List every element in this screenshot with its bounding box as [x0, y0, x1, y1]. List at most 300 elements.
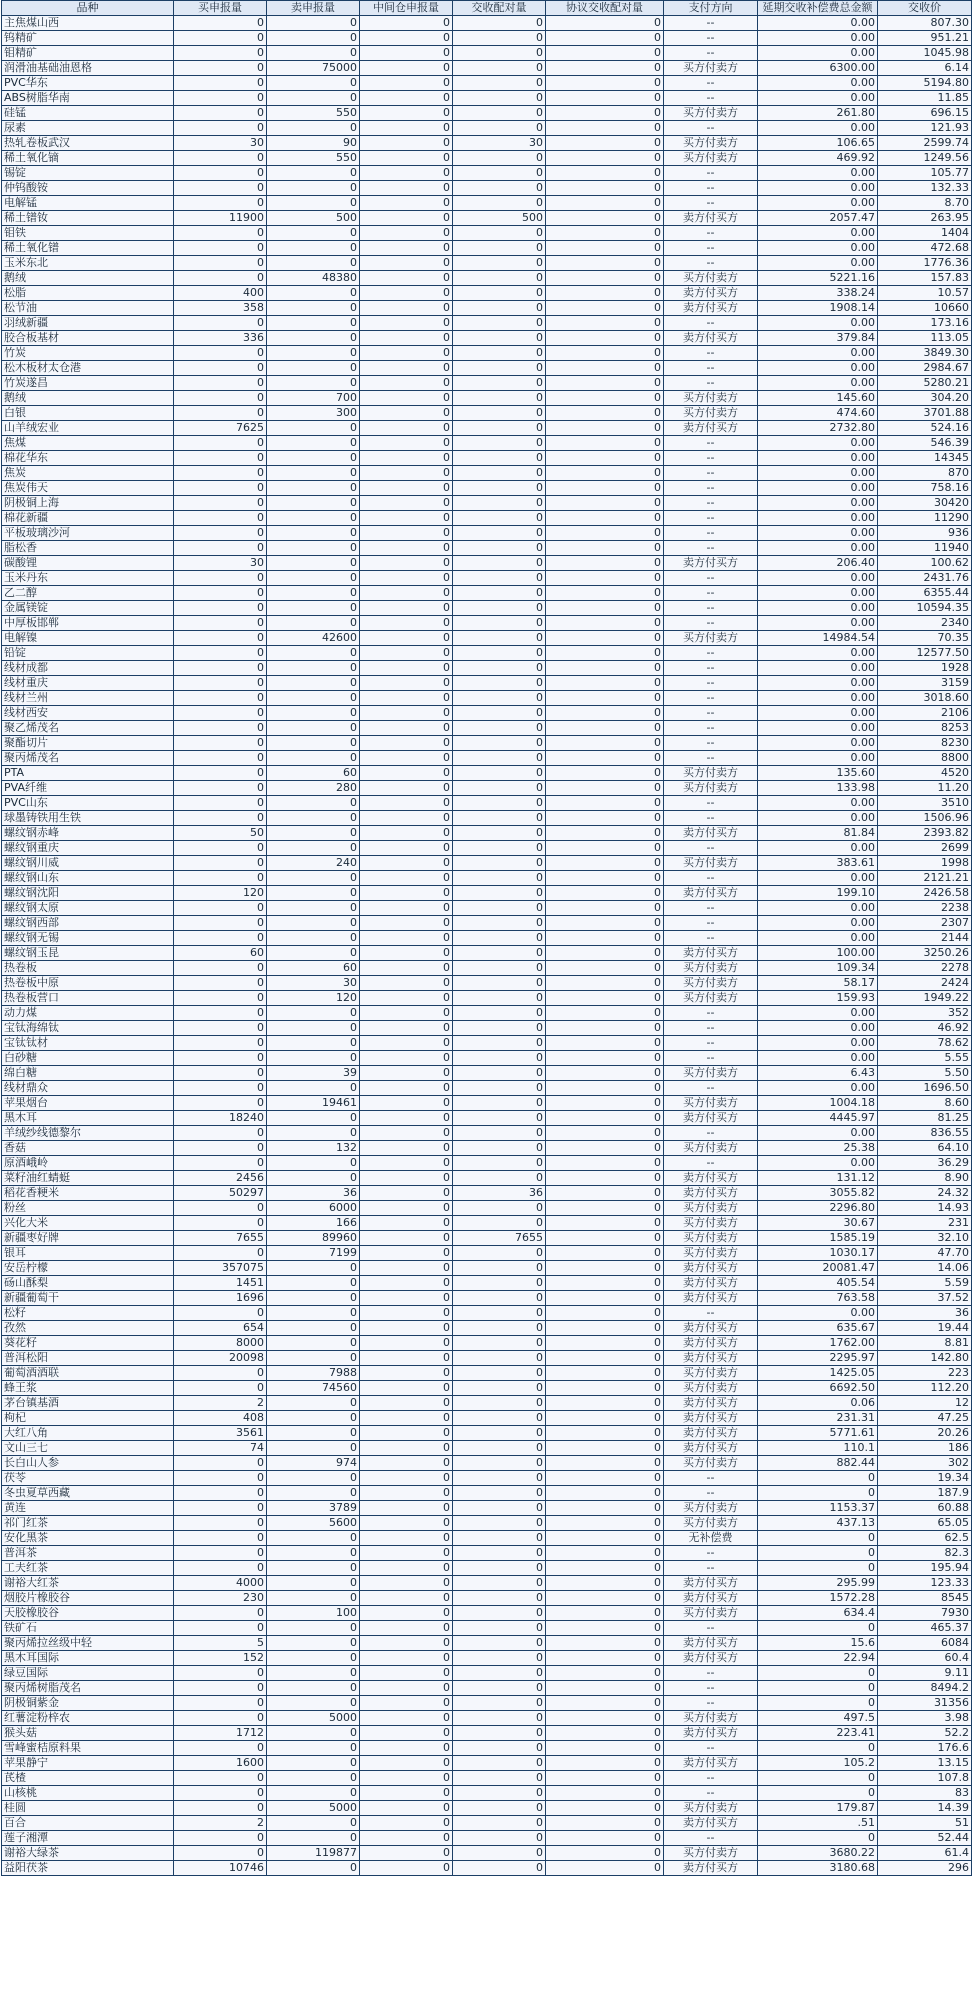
table-row — [2, 1561, 972, 1576]
table-row — [2, 1411, 972, 1426]
cell-delivery-price: 2426.58 — [878, 886, 972, 901]
cell-delivery-matched: 0 — [453, 106, 546, 121]
cell-deferred-compensation: 0.00 — [758, 511, 878, 526]
cell-sell-declared: 0 — [267, 751, 360, 766]
cell-product: 仲钨酸铵 — [2, 181, 174, 196]
table-row — [2, 601, 972, 616]
cell-buy-declared: 0 — [174, 721, 267, 736]
cell-delivery-matched: 0 — [453, 1516, 546, 1531]
cell-agreement-matched: 0 — [546, 841, 664, 856]
cell-deferred-compensation: 0.00 — [758, 1156, 878, 1171]
cell-delivery-matched: 0 — [453, 421, 546, 436]
cell-buy-declared: 0 — [174, 361, 267, 376]
cell-intermediate-declared: 0 — [360, 631, 453, 646]
cell-intermediate-declared: 0 — [360, 751, 453, 766]
cell-buy-declared: 0 — [174, 1531, 267, 1546]
cell-intermediate-declared: 0 — [360, 481, 453, 496]
cell-intermediate-declared: 0 — [360, 916, 453, 931]
cell-agreement-matched: 0 — [546, 1081, 664, 1096]
cell-delivery-price: 100.62 — [878, 556, 972, 571]
cell-agreement-matched: 0 — [546, 1291, 664, 1306]
cell-product: 茅台镇基酒 — [2, 1396, 174, 1411]
cell-intermediate-declared: 0 — [360, 871, 453, 886]
cell-product: PVC山东 — [2, 796, 174, 811]
cell-agreement-matched: 0 — [546, 196, 664, 211]
cell-sell-declared: 0 — [267, 1771, 360, 1786]
table-row — [2, 1501, 972, 1516]
cell-sell-declared: 5000 — [267, 1801, 360, 1816]
table-row — [2, 451, 972, 466]
cell-payment-direction: -- — [664, 1666, 758, 1681]
cell-intermediate-declared: 0 — [360, 961, 453, 976]
cell-deferred-compensation: 145.60 — [758, 391, 878, 406]
cell-product: 棉花华东 — [2, 451, 174, 466]
table-row — [2, 1576, 972, 1591]
cell-delivery-matched: 0 — [453, 1846, 546, 1861]
cell-payment-direction: 卖方付买方 — [664, 1756, 758, 1771]
cell-product: 球墨铸铁用生铁 — [2, 811, 174, 826]
cell-delivery-price: 10660 — [878, 301, 972, 316]
cell-intermediate-declared: 0 — [360, 196, 453, 211]
cell-product: 热卷板中原 — [2, 976, 174, 991]
cell-payment-direction: -- — [664, 346, 758, 361]
cell-intermediate-declared: 0 — [360, 451, 453, 466]
cell-delivery-matched: 0 — [453, 1291, 546, 1306]
cell-delivery-price: 30420 — [878, 496, 972, 511]
cell-buy-declared: 0 — [174, 1366, 267, 1381]
cell-agreement-matched: 0 — [546, 1396, 664, 1411]
cell-product: 铅锭 — [2, 646, 174, 661]
cell-deferred-compensation: 0.00 — [758, 376, 878, 391]
table-row — [2, 1036, 972, 1051]
cell-deferred-compensation: 4445.97 — [758, 1111, 878, 1126]
cell-agreement-matched: 0 — [546, 571, 664, 586]
cell-sell-declared: 75000 — [267, 61, 360, 76]
cell-sell-declared: 0 — [267, 1171, 360, 1186]
cell-intermediate-declared: 0 — [360, 1681, 453, 1696]
cell-sell-declared: 0 — [267, 661, 360, 676]
cell-delivery-price: 2278 — [878, 961, 972, 976]
cell-buy-declared: 0 — [174, 46, 267, 61]
cell-buy-declared: 0 — [174, 1696, 267, 1711]
cell-agreement-matched: 0 — [546, 1201, 664, 1216]
table-row — [2, 571, 972, 586]
cell-product: 线材成都 — [2, 661, 174, 676]
cell-product: 棉花新疆 — [2, 511, 174, 526]
cell-sell-declared: 0 — [267, 826, 360, 841]
cell-intermediate-declared: 0 — [360, 106, 453, 121]
cell-delivery-matched: 0 — [453, 181, 546, 196]
cell-buy-declared: 0 — [174, 1246, 267, 1261]
cell-sell-declared: 0 — [267, 1816, 360, 1831]
cell-payment-direction: -- — [664, 1126, 758, 1141]
cell-agreement-matched: 0 — [546, 241, 664, 256]
table-row — [2, 1396, 972, 1411]
cell-delivery-price: 14345 — [878, 451, 972, 466]
cell-delivery-matched: 0 — [453, 1711, 546, 1726]
cell-delivery-matched: 0 — [453, 601, 546, 616]
cell-intermediate-declared: 0 — [360, 91, 453, 106]
cell-sell-declared: 0 — [267, 481, 360, 496]
cell-sell-declared: 0 — [267, 556, 360, 571]
cell-intermediate-declared: 0 — [360, 691, 453, 706]
cell-sell-declared: 0 — [267, 1681, 360, 1696]
cell-agreement-matched: 0 — [546, 766, 664, 781]
cell-product: 谢裕大绿茶 — [2, 1846, 174, 1861]
cell-sell-declared: 0 — [267, 1351, 360, 1366]
cell-product: 线材兰州 — [2, 691, 174, 706]
cell-product: 螺纹钢山东 — [2, 871, 174, 886]
table-row — [2, 1546, 972, 1561]
cell-product: 安岳柠檬 — [2, 1261, 174, 1276]
table-row — [2, 1621, 972, 1636]
table-row — [2, 76, 972, 91]
cell-payment-direction: 买方付卖方 — [664, 1516, 758, 1531]
table-row — [2, 1771, 972, 1786]
cell-delivery-price: 14.93 — [878, 1201, 972, 1216]
cell-delivery-matched: 0 — [453, 241, 546, 256]
cell-delivery-matched: 0 — [453, 736, 546, 751]
cell-buy-declared: 0 — [174, 871, 267, 886]
cell-delivery-matched: 0 — [453, 541, 546, 556]
cell-delivery-matched: 0 — [453, 76, 546, 91]
delivery-settlement-table — [1, 0, 972, 1876]
cell-payment-direction: 卖方付买方 — [664, 421, 758, 436]
cell-product: 钼精矿 — [2, 46, 174, 61]
cell-intermediate-declared: 0 — [360, 1201, 453, 1216]
cell-delivery-matched: 0 — [453, 751, 546, 766]
cell-agreement-matched: 0 — [546, 856, 664, 871]
cell-delivery-price: 157.83 — [878, 271, 972, 286]
cell-payment-direction: -- — [664, 76, 758, 91]
table-row — [2, 241, 972, 256]
cell-buy-declared: 0 — [174, 121, 267, 136]
cell-sell-declared: 119877 — [267, 1846, 360, 1861]
cell-payment-direction: -- — [664, 1036, 758, 1051]
cell-deferred-compensation: 0.00 — [758, 841, 878, 856]
cell-product: PVC华东 — [2, 76, 174, 91]
cell-sell-declared: 0 — [267, 346, 360, 361]
cell-intermediate-declared: 0 — [360, 1126, 453, 1141]
cell-deferred-compensation: 2732.80 — [758, 421, 878, 436]
cell-agreement-matched: 0 — [546, 751, 664, 766]
cell-buy-declared: 1712 — [174, 1726, 267, 1741]
cell-delivery-price: 60.88 — [878, 1501, 972, 1516]
cell-delivery-matched: 0 — [453, 1021, 546, 1036]
cell-buy-declared: 0 — [174, 811, 267, 826]
table-row — [2, 1591, 972, 1606]
cell-agreement-matched: 0 — [546, 826, 664, 841]
cell-buy-declared: 50 — [174, 826, 267, 841]
cell-payment-direction: 买方付卖方 — [664, 151, 758, 166]
cell-sell-declared: 0 — [267, 361, 360, 376]
cell-buy-declared: 0 — [174, 241, 267, 256]
cell-product: 玉米东北 — [2, 256, 174, 271]
cell-deferred-compensation: 14984.54 — [758, 631, 878, 646]
cell-delivery-matched: 0 — [453, 1771, 546, 1786]
cell-delivery-price: 1928 — [878, 661, 972, 676]
cell-product: 红薯淀粉梓农 — [2, 1711, 174, 1726]
cell-delivery-matched: 0 — [453, 1246, 546, 1261]
cell-buy-declared: 0 — [174, 781, 267, 796]
cell-sell-declared: 74560 — [267, 1381, 360, 1396]
table-row — [2, 691, 972, 706]
cell-deferred-compensation: 0.00 — [758, 1126, 878, 1141]
cell-agreement-matched: 0 — [546, 1231, 664, 1246]
cell-product: 稀土镨钕 — [2, 211, 174, 226]
cell-sell-declared: 0 — [267, 46, 360, 61]
cell-deferred-compensation: 0 — [758, 1666, 878, 1681]
table-row — [2, 961, 972, 976]
cell-deferred-compensation: 0 — [758, 1471, 878, 1486]
cell-buy-declared: 0 — [174, 661, 267, 676]
cell-product: 黑木耳国际 — [2, 1651, 174, 1666]
cell-deferred-compensation: 0 — [758, 1696, 878, 1711]
table-row — [2, 871, 972, 886]
cell-intermediate-declared: 0 — [360, 556, 453, 571]
cell-sell-declared: 0 — [267, 526, 360, 541]
cell-deferred-compensation: 1762.00 — [758, 1336, 878, 1351]
cell-deferred-compensation: 81.84 — [758, 826, 878, 841]
cell-product: 安化黑茶 — [2, 1531, 174, 1546]
cell-sell-declared: 60 — [267, 961, 360, 976]
cell-sell-declared: 0 — [267, 286, 360, 301]
cell-buy-declared: 0 — [174, 646, 267, 661]
cell-product: 宝钛钛材 — [2, 1036, 174, 1051]
cell-delivery-matched: 0 — [453, 721, 546, 736]
cell-delivery-price: 7930 — [878, 1606, 972, 1621]
cell-product: 葵花籽 — [2, 1336, 174, 1351]
cell-buy-declared: 0 — [174, 1771, 267, 1786]
cell-sell-declared: 0 — [267, 196, 360, 211]
cell-sell-declared: 0 — [267, 1126, 360, 1141]
cell-payment-direction: 卖方付买方 — [664, 1396, 758, 1411]
cell-sell-declared: 0 — [267, 1861, 360, 1876]
cell-delivery-price: 3.98 — [878, 1711, 972, 1726]
cell-buy-declared: 0 — [174, 226, 267, 241]
cell-deferred-compensation: 0.00 — [758, 46, 878, 61]
cell-agreement-matched: 0 — [546, 391, 664, 406]
cell-product: 桂圆 — [2, 1801, 174, 1816]
cell-delivery-price: 4520 — [878, 766, 972, 781]
cell-sell-declared: 0 — [267, 901, 360, 916]
cell-delivery-price: 2121.21 — [878, 871, 972, 886]
table-row — [2, 301, 972, 316]
cell-payment-direction: -- — [664, 316, 758, 331]
cell-deferred-compensation: 0.00 — [758, 661, 878, 676]
table-row — [2, 1606, 972, 1621]
cell-buy-declared: 0 — [174, 631, 267, 646]
cell-intermediate-declared: 0 — [360, 901, 453, 916]
table-row — [2, 1696, 972, 1711]
cell-intermediate-declared: 0 — [360, 391, 453, 406]
table-row — [2, 121, 972, 136]
cell-delivery-matched: 0 — [453, 1426, 546, 1441]
cell-delivery-price: 231 — [878, 1216, 972, 1231]
cell-buy-declared: 0 — [174, 1381, 267, 1396]
table-row — [2, 631, 972, 646]
cell-product: 谢裕大红茶 — [2, 1576, 174, 1591]
cell-delivery-matched: 0 — [453, 61, 546, 76]
cell-buy-declared: 0 — [174, 1681, 267, 1696]
cell-deferred-compensation: 0 — [758, 1531, 878, 1546]
cell-intermediate-declared: 0 — [360, 1381, 453, 1396]
table-row — [2, 1321, 972, 1336]
cell-sell-declared: 89960 — [267, 1231, 360, 1246]
cell-buy-declared: 408 — [174, 1411, 267, 1426]
cell-delivery-price: 195.94 — [878, 1561, 972, 1576]
cell-product: 润滑油基础油恩格 — [2, 61, 174, 76]
cell-sell-declared: 240 — [267, 856, 360, 871]
cell-agreement-matched: 0 — [546, 436, 664, 451]
cell-product: 白银 — [2, 406, 174, 421]
cell-agreement-matched: 0 — [546, 1186, 664, 1201]
cell-sell-declared: 0 — [267, 931, 360, 946]
cell-payment-direction: -- — [664, 646, 758, 661]
cell-payment-direction: -- — [664, 676, 758, 691]
table-row — [2, 1306, 972, 1321]
cell-intermediate-declared: 0 — [360, 211, 453, 226]
table-row — [2, 916, 972, 931]
cell-product: 螺纹钢重庆 — [2, 841, 174, 856]
cell-deferred-compensation: 6692.50 — [758, 1381, 878, 1396]
table-row — [2, 61, 972, 76]
cell-buy-declared: 5 — [174, 1636, 267, 1651]
cell-agreement-matched: 0 — [546, 211, 664, 226]
cell-buy-declared: 0 — [174, 196, 267, 211]
cell-delivery-matched: 500 — [453, 211, 546, 226]
table-row — [2, 196, 972, 211]
cell-sell-declared: 0 — [267, 1426, 360, 1441]
cell-product: 线材鼎众 — [2, 1081, 174, 1096]
cell-delivery-matched: 0 — [453, 1261, 546, 1276]
cell-buy-declared: 0 — [174, 256, 267, 271]
table-row — [2, 1246, 972, 1261]
cell-product: 砀山酥梨 — [2, 1276, 174, 1291]
table-row — [2, 796, 972, 811]
cell-deferred-compensation: 1585.19 — [758, 1231, 878, 1246]
cell-product: 主焦煤山西 — [2, 16, 174, 31]
cell-payment-direction: 买方付卖方 — [664, 136, 758, 151]
cell-sell-declared: 0 — [267, 496, 360, 511]
table-row — [2, 1156, 972, 1171]
cell-delivery-matched: 0 — [453, 1861, 546, 1876]
cell-payment-direction: 买方付卖方 — [664, 1366, 758, 1381]
cell-sell-declared: 5600 — [267, 1516, 360, 1531]
cell-payment-direction: -- — [664, 436, 758, 451]
table-row — [2, 1096, 972, 1111]
cell-deferred-compensation: 0.00 — [758, 901, 878, 916]
table-row — [2, 466, 972, 481]
table-row — [2, 406, 972, 421]
cell-deferred-compensation: 3680.22 — [758, 1846, 878, 1861]
cell-agreement-matched: 0 — [546, 1816, 664, 1831]
cell-buy-declared: 0 — [174, 466, 267, 481]
cell-buy-declared: 0 — [174, 916, 267, 931]
cell-product: 天胶橡胶谷 — [2, 1606, 174, 1621]
cell-deferred-compensation: .51 — [758, 1816, 878, 1831]
cell-intermediate-declared: 0 — [360, 1591, 453, 1606]
cell-agreement-matched: 0 — [546, 1576, 664, 1591]
table-row — [2, 1276, 972, 1291]
cell-intermediate-declared: 0 — [360, 1276, 453, 1291]
cell-sell-declared: 0 — [267, 256, 360, 271]
cell-delivery-price: 36 — [878, 1306, 972, 1321]
cell-delivery-matched: 0 — [453, 1741, 546, 1756]
cell-delivery-price: 223 — [878, 1366, 972, 1381]
table-row — [2, 271, 972, 286]
table-row — [2, 1261, 972, 1276]
cell-delivery-matched: 0 — [453, 616, 546, 631]
table-row — [2, 1426, 972, 1441]
cell-deferred-compensation: 6.43 — [758, 1066, 878, 1081]
cell-buy-declared: 60 — [174, 946, 267, 961]
cell-payment-direction: 买方付卖方 — [664, 61, 758, 76]
cell-sell-declared: 0 — [267, 1321, 360, 1336]
cell-delivery-price: 46.92 — [878, 1021, 972, 1036]
cell-deferred-compensation: 0.00 — [758, 181, 878, 196]
cell-agreement-matched: 0 — [546, 601, 664, 616]
cell-payment-direction: 买方付卖方 — [664, 1456, 758, 1471]
cell-payment-direction: -- — [664, 586, 758, 601]
cell-delivery-price: 2144 — [878, 931, 972, 946]
cell-payment-direction: 买方付卖方 — [664, 1096, 758, 1111]
cell-buy-declared: 0 — [174, 751, 267, 766]
cell-deferred-compensation: 0.00 — [758, 796, 878, 811]
table-row — [2, 1006, 972, 1021]
cell-delivery-price: 2599.74 — [878, 136, 972, 151]
cell-delivery-matched: 0 — [453, 1216, 546, 1231]
header-delivery-matched: 交收配对量 — [453, 1, 546, 16]
cell-payment-direction: 买方付卖方 — [664, 1216, 758, 1231]
cell-product: 茯苓 — [2, 1471, 174, 1486]
cell-agreement-matched: 0 — [546, 1861, 664, 1876]
cell-buy-declared: 2456 — [174, 1171, 267, 1186]
cell-intermediate-declared: 0 — [360, 1336, 453, 1351]
cell-agreement-matched: 0 — [546, 1411, 664, 1426]
cell-delivery-price: 186 — [878, 1441, 972, 1456]
cell-buy-declared: 0 — [174, 1546, 267, 1561]
cell-intermediate-declared: 0 — [360, 361, 453, 376]
cell-agreement-matched: 0 — [546, 1336, 664, 1351]
cell-intermediate-declared: 0 — [360, 586, 453, 601]
cell-product: 动力煤 — [2, 1006, 174, 1021]
cell-buy-declared: 0 — [174, 61, 267, 76]
cell-product: PVA纤维 — [2, 781, 174, 796]
cell-buy-declared: 2 — [174, 1816, 267, 1831]
cell-delivery-matched: 0 — [453, 1681, 546, 1696]
table-row — [2, 181, 972, 196]
cell-payment-direction: 卖方付买方 — [664, 1726, 758, 1741]
cell-delivery-matched: 0 — [453, 1111, 546, 1126]
table-row — [2, 976, 972, 991]
cell-payment-direction: 买方付卖方 — [664, 631, 758, 646]
cell-intermediate-declared: 0 — [360, 1036, 453, 1051]
cell-sell-declared: 0 — [267, 1486, 360, 1501]
cell-sell-declared: 0 — [267, 16, 360, 31]
cell-agreement-matched: 0 — [546, 1216, 664, 1231]
cell-intermediate-declared: 0 — [360, 1741, 453, 1756]
cell-agreement-matched: 0 — [546, 916, 664, 931]
cell-agreement-matched: 0 — [546, 1726, 664, 1741]
cell-intermediate-declared: 0 — [360, 1231, 453, 1246]
cell-delivery-price: 936 — [878, 526, 972, 541]
cell-product: 猴头菇 — [2, 1726, 174, 1741]
cell-deferred-compensation: 2057.47 — [758, 211, 878, 226]
cell-intermediate-declared: 0 — [360, 1696, 453, 1711]
cell-deferred-compensation: 0.00 — [758, 451, 878, 466]
table-row — [2, 1051, 972, 1066]
